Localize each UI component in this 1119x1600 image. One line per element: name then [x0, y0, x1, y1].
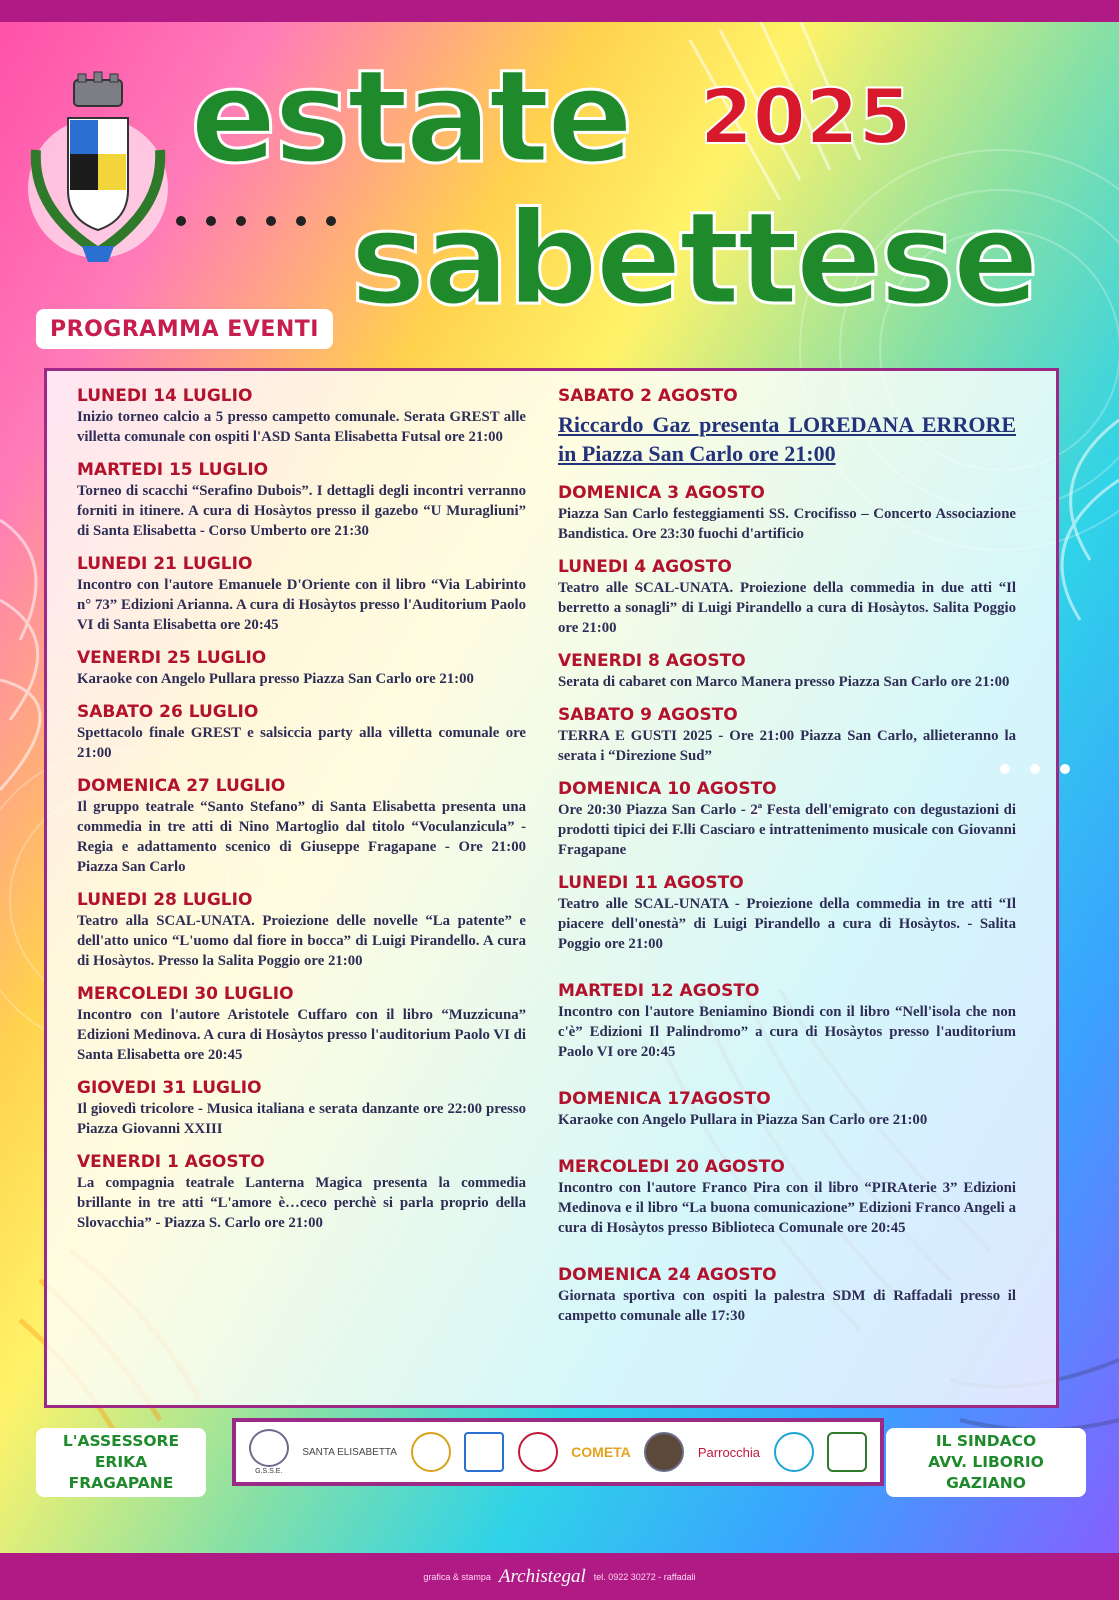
event-description: Serata di cabaret con Marco Manera presso Piazza San Carlo ore 21:00: [558, 674, 1010, 690]
event-date: DOMENICA 24 AGOSTO: [558, 1265, 777, 1285]
event-description: Karaoke con Angelo Pullara presso Piazza San Carlo ore 21:00: [77, 671, 474, 687]
sindaco-title: IL SINDACO: [935, 1432, 1037, 1450]
event-item: [558, 1156, 1016, 1238]
event-description: TERRA E GUSTI 2025 - Ore 21:00 Piazza San Carlo, allieteranno la serata i “Direzione Sud”: [558, 728, 1016, 764]
coat-of-arms-logo: [22, 70, 174, 265]
event-description: Teatro alle SCAL-UNATA. Proiezione della commedia in due atti “Il berretto a sonagli” di Luigi Pirandello a cura di Hosàytos. Salita Poggio ore 21:00: [558, 580, 1016, 636]
parrocchia-logo: Parrocchia: [697, 1444, 761, 1460]
event-date: VENERDI 1 AGOSTO: [77, 1152, 265, 1172]
association-logo: [464, 1429, 504, 1475]
event-date: SABATO 26 LUGLIO: [77, 702, 259, 722]
event-item: [77, 385, 526, 447]
hosaytos-logo: [827, 1429, 867, 1475]
event-item: [77, 889, 526, 971]
sindaco-signature: [886, 1428, 1086, 1497]
event-date: LUNEDI 21 LUGLIO: [77, 554, 253, 574]
event-item: [558, 980, 1016, 1062]
event-date: DOMENICA 27 LUGLIO: [77, 776, 286, 796]
event-item: [558, 778, 1016, 860]
event-description: Il giovedì tricolore - Musica italiana e serata danzante ore 22:00 presso Piazza Giovanni XXIII: [77, 1101, 526, 1137]
round-club-logo: [644, 1429, 684, 1475]
programma-eventi-label: PROGRAMMA EVENTI: [36, 309, 333, 349]
event-description: Incontro con l'autore Aristotele Cuffaro con il libro “Muzzicuna” Edizioni Medinova. A cura di Hosàytos presso l'auditorium Paolo VI di Santa Elisabetta ore 20:45: [77, 1007, 526, 1063]
credit-left: grafica & stampa: [423, 1571, 491, 1582]
event-item: [77, 459, 526, 541]
event-description: Teatro alla SCAL-UNATA. Proiezione delle novelle “La patente” e dell'atto unico “L'uomo dal fiore in bocca” di Luigi Pirandello. A cura di Hosàytos. Presso la Salita Poggio ore 21:00: [77, 913, 526, 969]
top-band: [0, 0, 1119, 22]
emergency-association-logo: [411, 1429, 451, 1475]
event-date: MARTEDI 15 LUGLIO: [77, 460, 269, 480]
event-date: LUNEDI 4 AGOSTO: [558, 557, 732, 577]
event-description: Giornata sportiva con ospiti la palestra SDM di Raffadali presso il campetto comunale alle 17:30: [558, 1288, 1016, 1324]
servizio-civile-logo: [518, 1429, 558, 1475]
event-item: [558, 650, 1016, 692]
event-date: DOMENICA 10 AGOSTO: [558, 779, 777, 799]
event-description: Teatro alle SCAL-UNATA - Proiezione della commedia in tre atti “Il piacere dell'onestà” di Luigi Pirandello a cura di Hosàytos. - Salita Poggio ore 21:00: [558, 896, 1016, 952]
event-date: SABATO 9 AGOSTO: [558, 705, 738, 725]
event-description: Incontro con l'autore Franco Pira con il libro “PIRAterie 3” Edizioni Medinova e il libro “La buona comunicazione” Edizioni Franco Angeli a cura di Hosàytos presso Biblioteca Comunale ore 20:45: [558, 1180, 1016, 1236]
event-date: VENERDI 8 AGOSTO: [558, 651, 746, 671]
santa-elisabetta-logo: SANTA ELISABETTA: [302, 1446, 397, 1458]
title-year: 2025: [700, 72, 912, 161]
title-estate: estate: [190, 43, 631, 192]
title-sabettese: sabettese: [350, 185, 1037, 334]
event-item: [558, 704, 1016, 766]
events-column-right: [558, 385, 1016, 1338]
events-column-left: [77, 385, 526, 1245]
credit-brand: Archistegal: [498, 1565, 586, 1587]
event-date: MARTEDI 12 AGOSTO: [558, 981, 760, 1001]
event-date: DOMENICA 3 AGOSTO: [558, 483, 765, 503]
event-date: DOMENICA 17AGOSTO: [558, 1089, 771, 1109]
sindaco-name: AVV. LIBORIO GAZIANO: [928, 1453, 1044, 1492]
event-description: Karaoke con Angelo Pullara in Piazza San Carlo ore 21:00: [558, 1112, 928, 1128]
headline-event: Riccardo Gaz presenta LOREDANA ERRORE in Piazza San Carlo ore 21:00: [558, 412, 1016, 466]
event-description: La compagnia teatrale Lanterna Magica presenta la commedia brillante in tre atti “L'amore è…ceco perchè si parla proprio della Slovacchia” - Piazza S. Carlo ore 21:00: [77, 1175, 526, 1231]
event-description: Ore 20:30 Piazza San Carlo - 2ª Festa dell'emigrato con degustazioni di prodotti tipici dei F.lli Casciaro e intrattenimento musicale con Giovanni Fragapane: [558, 802, 1016, 858]
decorative-dots-dark: [176, 216, 336, 226]
event-item: [77, 775, 526, 877]
event-item: [77, 647, 526, 689]
event-date: VENERDI 25 LUGLIO: [77, 648, 267, 668]
event-date: LUNEDI 14 LUGLIO: [77, 386, 253, 406]
event-date: LUNEDI 28 LUGLIO: [77, 890, 253, 910]
event-date: MERCOLEDI 30 LUGLIO: [77, 984, 294, 1004]
gsse-label: G.S.S.E.: [255, 1468, 283, 1475]
event-description: Torneo di scacchi “Serafino Dubois”. I dettagli degli incontri verranno forniti in itinere. A cura di Hosàytos presso il gazebo “U Muragliuni” di Santa Elisabetta - Corso Umberto ore 21:30: [77, 483, 526, 539]
event-item: [558, 556, 1016, 638]
event-date: LUNEDI 11 AGOSTO: [558, 873, 744, 893]
event-date: SABATO 2 AGOSTO: [558, 386, 738, 406]
event-item: [77, 983, 526, 1065]
event-item: [558, 1264, 1016, 1326]
assessore-signature: [36, 1428, 206, 1497]
event-date: GIOVEDI 31 LUGLIO: [77, 1078, 262, 1098]
event-item: [558, 1088, 1016, 1130]
event-description: Il gruppo teatrale “Santo Stefano” di Santa Elisabetta presenta una commedia in tre atti di Nino Martoglio dal titolo “Voculanzicula” - Regia e adattamento scenico di Giuseppe Fragapane - Ore 21:00 Piazza San Carlo: [77, 799, 526, 875]
event-item: [77, 553, 526, 635]
event-date: MERCOLEDI 20 AGOSTO: [558, 1157, 785, 1177]
sponsor-logos-box: [232, 1418, 884, 1486]
event-item: [77, 701, 526, 763]
event-item: [558, 872, 1016, 954]
event-item: [77, 1151, 526, 1233]
circular-association-logo: [774, 1429, 814, 1475]
events-board: [44, 368, 1059, 1408]
print-credit: [0, 1553, 1119, 1600]
event-description: Incontro con l'autore Beniamino Biondi con il libro “Nell'isola che non c'è” Edizioni Il Palindromo” a cura di Hosàytos presso l'auditorium Paolo VI ore 20:45: [558, 1004, 1016, 1060]
credit-right: tel. 0922 30272 - raffadali: [593, 1571, 696, 1582]
event-item: [558, 482, 1016, 544]
gsse-logo: [249, 1429, 289, 1475]
cometa-logo: COMETA: [571, 1444, 631, 1460]
event-description: Incontro con l'autore Emanuele D'Oriente con il libro “Via Labirinto n° 73” Edizioni Arianna. A cura di Hosàytos presso l'Auditorium Paolo VI di Santa Elisabetta ore 20:45: [77, 577, 526, 633]
assessore-name: ERIKA FRAGAPANE: [68, 1453, 174, 1492]
event-item: [77, 1077, 526, 1139]
event-description: Spettacolo finale GREST e salsiccia party alla villetta comunale ore 21:00: [77, 725, 526, 761]
assessore-title: L'ASSESSORE: [62, 1432, 180, 1450]
event-description: Inizio torneo calcio a 5 presso campetto comunale. Serata GREST alle villetta comunale con ospiti l'ASD Santa Elisabetta Futsal ore 21:00: [77, 409, 526, 445]
event-description: Piazza San Carlo festeggiamenti SS. Crocifisso – Concerto Associazione Bandistica. Ore 23:30 fuochi d'artificio: [558, 506, 1016, 542]
